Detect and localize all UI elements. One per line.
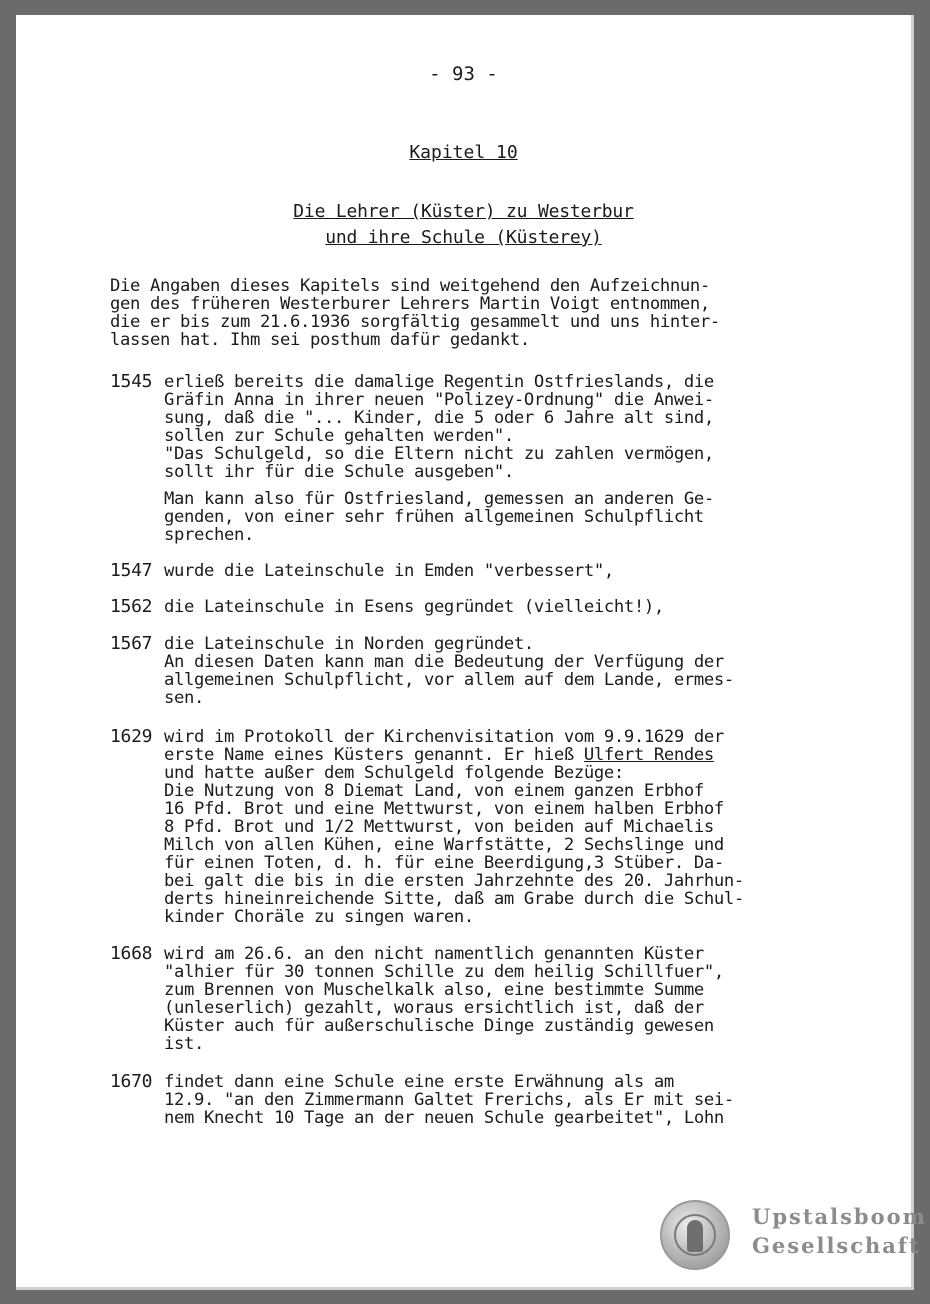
- entry-line: für einen Toten, d. h. für eine Beerdigung,3 Stüber. Da-: [164, 853, 724, 873]
- entry-line: ist.: [164, 1034, 204, 1054]
- intro-line: gen des früheren Westerburer Lehrers Martin Voigt entnommen,: [110, 294, 710, 314]
- entry-line: (unleserlich) gezahlt, woraus ersichtlich ist, daß der: [164, 998, 704, 1018]
- intro-line: lassen hat. Ihm sei posthum dafür gedankt.: [110, 330, 530, 350]
- entry-line: "Das Schulgeld, so die Eltern nicht zu zahlen vermögen,: [164, 444, 714, 464]
- chapter-title-line-1: Die Lehrer (Küster) zu Westerbur: [293, 201, 634, 222]
- entry-year-1567: 1567: [110, 633, 153, 654]
- seal-icon: [660, 1200, 730, 1270]
- intro-line: Die Angaben dieses Kapitels sind weitgehend den Aufzeichnun-: [110, 276, 710, 296]
- entry-line: Küster auch für außerschulische Dinge zuständig gewesen: [164, 1016, 714, 1036]
- entry-line: Man kann also für Ostfriesland, gemessen an anderen Ge-: [164, 489, 714, 509]
- entry-line: zum Brennen von Muschelkalk also, eine bestimmte Summe: [164, 980, 704, 1000]
- entry-line: wird im Protokoll der Kirchenvisitation vom 9.9.1629 der: [164, 727, 724, 747]
- entry-line: bei galt die bis in die ersten Jahrzehnte des 20. Jahrhun-: [164, 871, 744, 891]
- entry-line: Milch von allen Kühen, eine Warfstätte, 2 Sechslinge und: [164, 835, 724, 855]
- entry-line-text: erste Name eines Küsters genannt. Er hieß: [164, 745, 584, 765]
- entry-year-1562: 1562: [110, 596, 153, 617]
- entry-line: 16 Pfd. Brot und eine Mettwurst, von einem halben Erbhof: [164, 799, 724, 819]
- chapter-title-line-2: und ihre Schule (Küsterey): [325, 227, 602, 248]
- chapter-heading: Kapitel 10: [409, 142, 518, 163]
- entry-line: erließ bereits die damalige Regentin Ostfrieslands, die: [164, 372, 714, 392]
- entry-line: sprechen.: [164, 525, 254, 545]
- entry-line: genden, von einer sehr frühen allgemeinen Schulpflicht: [164, 507, 704, 527]
- entry-line: kinder Choräle zu singen waren.: [164, 907, 474, 927]
- entry-line: nem Knecht 10 Tage an der neuen Schule gearbeitet", Lohn: [164, 1108, 724, 1128]
- entry-year-1668: 1668: [110, 943, 153, 964]
- entry-line: sollt ihr für die Schule ausgeben".: [164, 462, 514, 482]
- entry-line: sen.: [164, 688, 204, 708]
- entry-line: "alhier für 30 tonnen Schille zu dem heilig Schillfuer",: [164, 962, 724, 982]
- entry-line: findet dann eine Schule eine erste Erwähnung als am: [164, 1072, 674, 1092]
- entry-year-1670: 1670: [110, 1071, 153, 1092]
- entry-line: Die Nutzung von 8 Diemat Land, von einem ganzen Erbhof: [164, 781, 704, 801]
- entry-line: die Lateinschule in Norden gegründet.: [164, 634, 534, 654]
- entry-line: 8 Pfd. Brot und 1/2 Mettwurst, von beiden auf Michaelis: [164, 817, 714, 837]
- entry-line: sung, daß die "... Kinder, die 5 oder 6 Jahre alt sind,: [164, 408, 714, 428]
- intro-line: die er bis zum 21.6.1936 sorgfältig gesammelt und uns hinter-: [110, 312, 720, 332]
- document-page: [16, 15, 927, 1290]
- teacher-name-underlined: Ulfert Rendes: [583, 745, 714, 765]
- entry-year-1547: 1547: [110, 560, 153, 581]
- society-logo: [660, 1200, 927, 1270]
- entry-line: allgemeinen Schulpflicht, vor allem auf dem Lande, ermes-: [164, 670, 734, 690]
- entry-line: die Lateinschule in Esens gegründet (vielleicht!),: [164, 597, 664, 617]
- entry-line: 12.9. "an den Zimmermann Galtet Frerichs, als Er mit sei-: [164, 1090, 734, 1110]
- entry-line: derts hineinreichende Sitte, daß am Grabe durch die Schul-: [164, 889, 744, 909]
- entry-line: und hatte außer dem Schulgeld folgende Bezüge:: [164, 763, 624, 783]
- entry-year-1545: 1545: [110, 371, 153, 392]
- entry-line: wurde die Lateinschule in Emden "verbessert",: [164, 561, 614, 581]
- entry-line: An diesen Daten kann man die Bedeutung der Verfügung der: [164, 652, 724, 672]
- entry-line: wird am 26.6. an den nicht namentlich genannten Küster: [164, 944, 704, 964]
- logo-text-line-1: Upstalsboom: [752, 1204, 927, 1229]
- entry-line: [164, 746, 714, 764]
- entry-year-1629: 1629: [110, 726, 153, 747]
- page-number: - 93 -: [429, 63, 498, 85]
- logo-text-line-2: Gesellschaft: [752, 1233, 921, 1258]
- entry-line: sollen zur Schule gehalten werden".: [164, 426, 514, 446]
- entry-line: Gräfin Anna in ihrer neuen "Polizey-Ordnung" die Anwei-: [164, 390, 714, 410]
